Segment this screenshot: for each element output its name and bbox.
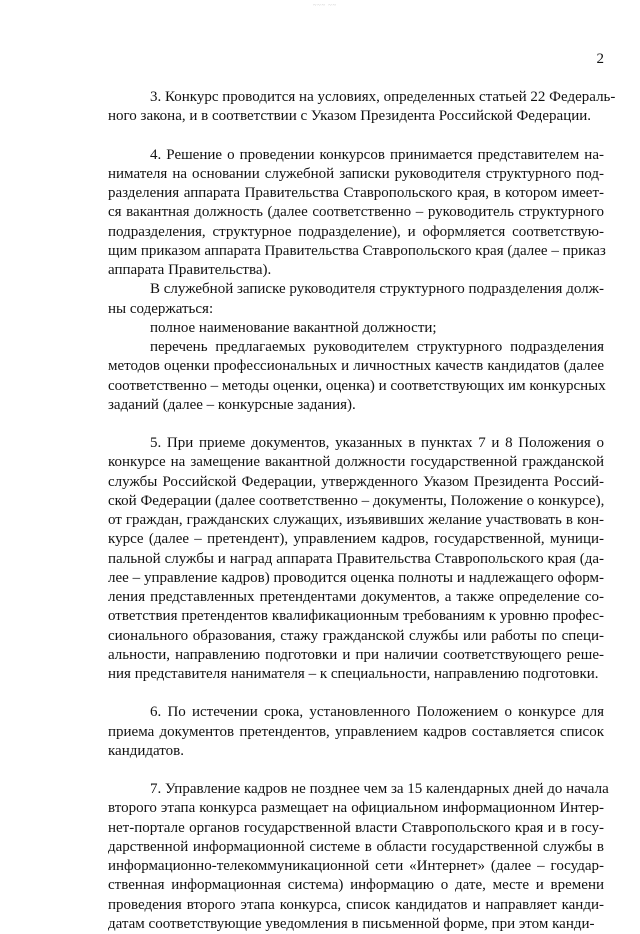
text-line: от граждан, гражданских служащих, изъявивших желание участвовать в кон-	[108, 512, 604, 528]
text-line: дарственной информационной системе в области государственной службы в	[108, 838, 604, 855]
text-line: нет-портале органов государственной власти Ставропольского края и в госу-	[108, 819, 604, 836]
paragraph	[108, 146, 604, 281]
text-line: приема документов претендентов, управлением кадров составляется список	[108, 723, 604, 740]
text-line: второго этапа конкурса размещает на официальном информационном Интер-	[108, 800, 604, 817]
text-line: разделения аппарата Правительства Ставропольского края, в котором имеет-	[108, 185, 604, 201]
text-line: полное наименование вакантной должности;	[150, 319, 437, 336]
header-mark: ~~~ ~~	[313, 3, 337, 9]
paragraph	[108, 338, 604, 415]
text-line: ской Федерации (далее соответственно – документы, Положение о конкурсе),	[108, 492, 605, 509]
paragraph	[108, 280, 604, 319]
text-line: подразделения, структурное подразделение), и оформляется соответствую-	[108, 223, 604, 240]
paragraph	[108, 703, 604, 761]
paragraph-gap	[108, 684, 604, 703]
text-line: датам соответствующие уведомления в письменной форме, при этом канди-	[108, 915, 595, 932]
text-line: лее – управление кадров) проводится оценка полноты и надлежащего оформ-	[108, 569, 604, 586]
text-line: информационно-телекоммуникационной сети «Интернет» (далее – государ-	[108, 858, 604, 874]
text-line: ся вакантная должность (далее соответственно – руководитель структурного	[108, 204, 604, 221]
text-line: ного закона, и в соответствии с Указом Президента Российской Федерации.	[108, 108, 592, 125]
text-line: щим приказом аппарата Правительства Ставропольского края (далее – приказ	[108, 242, 606, 259]
text-line: проведения второго этапа конкурса, список кандидатов и направляет канди-	[108, 896, 604, 913]
paragraph	[108, 434, 604, 684]
text-line: курсе (далее – претендент), управлением кадров, государственной, муници-	[108, 531, 604, 548]
text-line: нимателя на основании служебной записки руководителя структурного под-	[108, 165, 604, 182]
text-line: 7. Управление кадров не позднее чем за 15 календарных дней до начала	[150, 781, 609, 797]
text-line: методов оценки профессиональных и личностных качеств кандидатов (далее	[108, 358, 604, 375]
text-line: аппарата Правительства).	[108, 262, 272, 278]
text-line: соответственно – методы оценки, оценка) и соответствующих им конкурсных	[108, 377, 606, 394]
text-line: сионального образования, стажу гражданской службы или работы по специ-	[108, 627, 604, 644]
text-line: ления представленных претендентами документов, а также определение со-	[108, 589, 604, 605]
text-line: В служебной записке руководителя структурного подразделения долж-	[150, 281, 604, 298]
text-line: службы Российской Федерации, утвержденного Указом Президента Россий-	[108, 473, 604, 490]
paragraph	[108, 780, 609, 934]
paragraph	[108, 88, 616, 127]
paragraph-gap	[108, 415, 604, 434]
paragraph-gap	[108, 761, 604, 780]
text-line: перечень предлагаемых руководителем структурного подразделения	[150, 339, 604, 355]
text-line: кандидатов.	[108, 742, 184, 759]
paragraph	[108, 319, 604, 338]
text-line: 3. Конкурс проводится на условиях, определенных статьей 22 Федераль-	[150, 89, 616, 105]
text-line: 4. Решение о проведении конкурсов принимается представителем на-	[150, 146, 604, 163]
text-line: ны содержаться:	[108, 300, 214, 317]
text-line: пальной службы и наград аппарата Правительства Ставропольского края (да-	[108, 550, 604, 567]
page-number: 2	[596, 51, 604, 67]
document-body	[108, 88, 616, 934]
paragraph-gap	[108, 127, 604, 146]
text-line: ния представителя нанимателя – к специальности, направлению подготовки.	[108, 666, 599, 682]
text-line: ответствия претендентов квалификационным требованиям к уровню профес-	[108, 608, 604, 625]
text-line: альности, направлению подготовки и при наличии соответствующего реше-	[108, 646, 604, 663]
text-line: 5. При приеме документов, указанных в пунктах 7 и 8 Положения о	[150, 435, 604, 451]
text-line: конкурсе на замещение вакантной должности государственной гражданской	[108, 454, 604, 471]
text-line: 6. По истечении срока, установленного Положением о конкурсе для	[150, 704, 604, 721]
text-line: ственная информационная система) информацию о дате, месте и времени	[108, 877, 604, 894]
text-line: заданий (далее – конкурсные задания).	[108, 396, 356, 413]
